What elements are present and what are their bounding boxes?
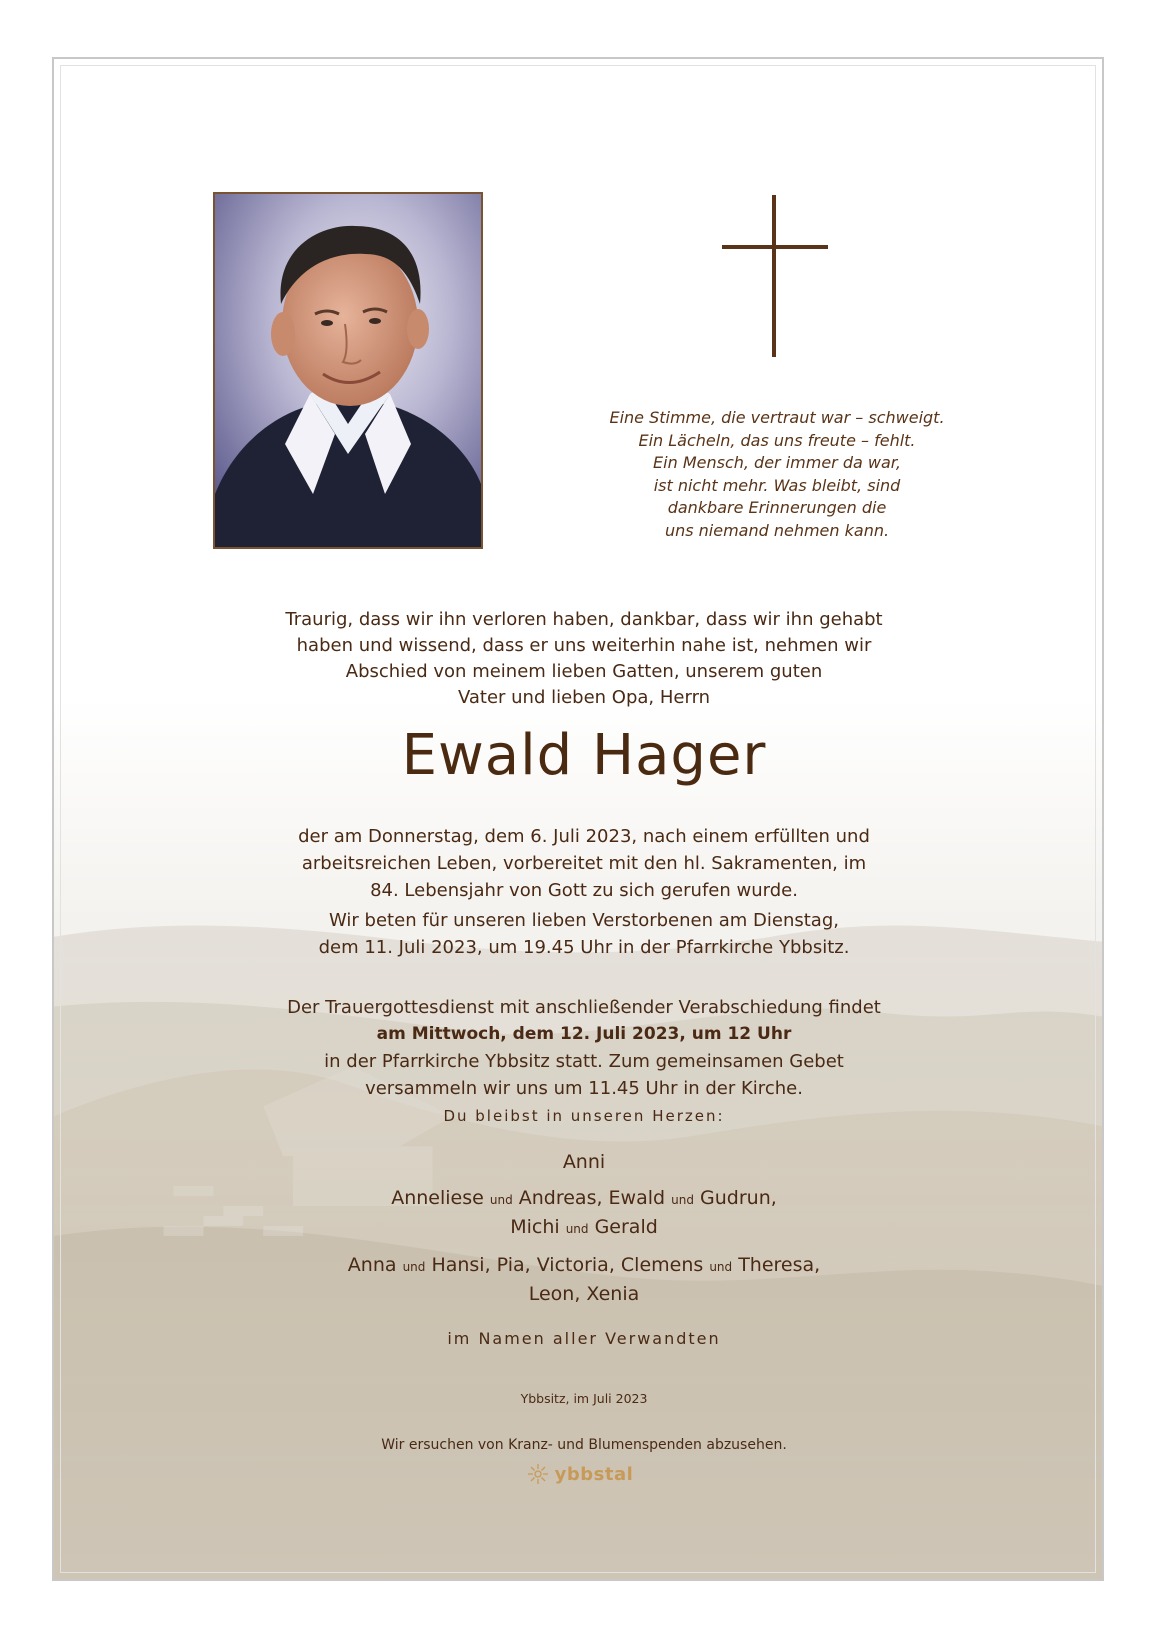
und-connector: und: [565, 1222, 589, 1236]
family-row: [204, 1252, 964, 1281]
obituary-card: [52, 57, 1104, 1581]
prayer-line: dem 11. Juli 2023, um 19.45 Uhr in der Pfarrkirche Ybbsitz.: [318, 937, 850, 958]
family-row: [204, 1214, 964, 1243]
portrait-photo: [213, 192, 483, 549]
relatives-line: im Namen aller Verwandten: [447, 1329, 721, 1348]
family-member: Michi: [510, 1216, 560, 1238]
verse-line: dankbare Erinnerungen die: [667, 498, 887, 517]
und-connector: und: [402, 1260, 426, 1274]
family-row: Leon, Xenia: [528, 1283, 640, 1305]
family-member: Theresa,: [738, 1254, 821, 1276]
family-member: Andreas, Ewald: [518, 1187, 666, 1209]
verse-line: Ein Lächeln, das uns freute – fehlt.: [638, 430, 916, 450]
cross-icon: [722, 195, 828, 357]
verse-line: Eine Stimme, die vertraut war – schweigt.: [609, 408, 945, 427]
intro-line: Abschied von meinem lieben Gatten, unserem guten: [345, 661, 823, 682]
family-member: Gerald: [594, 1216, 658, 1238]
family-row: [204, 1185, 964, 1214]
intro-line: Vater und lieben Opa, Herrn: [457, 687, 711, 708]
und-connector: und: [709, 1260, 733, 1274]
death-line: arbeitsreichen Leben, vorbereitet mit den hl. Sakramenten, im: [301, 853, 867, 874]
flower-request: Wir ersuchen von Kranz- und Blumenspenden abzusehen.: [381, 1437, 787, 1453]
family-member: Anneliese: [391, 1187, 484, 1209]
intro-line: haben und wissend, dass er uns weiterhin nahe ist, nehmen wir: [296, 635, 872, 656]
service-date: am Mittwoch, dem 12. Juli 2023, um 12 Uhr: [376, 1024, 792, 1044]
family-member: Anna: [347, 1254, 397, 1276]
family-member: Hansi, Pia, Victoria, Clemens: [431, 1254, 704, 1276]
ybbstal-logo: [500, 1459, 660, 1489]
verse-line: uns niemand nehmen kann.: [664, 520, 890, 540]
memorial-verse: [594, 407, 960, 542]
intro-line: Traurig, dass wir ihn verloren haben, dankbar, dass wir ihn gehabt: [285, 609, 883, 630]
service-line: versammeln wir uns um 11.45 Uhr in der Kirche.: [365, 1078, 803, 1099]
logo-text: ybbstal: [554, 1463, 634, 1485]
heart-line: Du bleibst in unseren Herzen:: [443, 1107, 725, 1125]
service-line: Der Trauergottesdienst mit anschließender Verabschiedung findet: [287, 997, 881, 1018]
deceased-name: Ewald Hager: [401, 723, 767, 788]
verse-line: ist nicht mehr. Was bleibt, sind: [653, 475, 901, 495]
death-line: der am Donnerstag, dem 6. Juli 2023, nach einem erfüllten und: [298, 826, 870, 847]
portrait-image: [215, 194, 481, 547]
family-row: Anni: [562, 1151, 606, 1173]
intro-text: [204, 607, 964, 711]
und-connector: und: [489, 1193, 513, 1207]
family-list: [204, 1149, 964, 1308]
dandelion-icon: [527, 1463, 549, 1485]
verse-line: Ein Mensch, der immer da war,: [653, 453, 901, 472]
und-connector: und: [671, 1193, 694, 1207]
landscape-background: [54, 59, 1102, 1579]
prayer-notice: [204, 907, 964, 961]
family-member: Gudrun,: [700, 1187, 777, 1209]
funeral-service: [204, 994, 964, 1102]
death-line: 84. Lebensjahr von Gott zu sich gerufen wurde.: [370, 880, 798, 901]
prayer-line: Wir beten für unseren lieben Verstorbenen am Dienstag,: [329, 910, 839, 931]
service-line: in der Pfarrkirche Ybbsitz statt. Zum gemeinsamen Gebet: [324, 1051, 844, 1072]
place-date: Ybbsitz, im Juli 2023: [520, 1391, 648, 1406]
death-notice: [204, 823, 964, 904]
